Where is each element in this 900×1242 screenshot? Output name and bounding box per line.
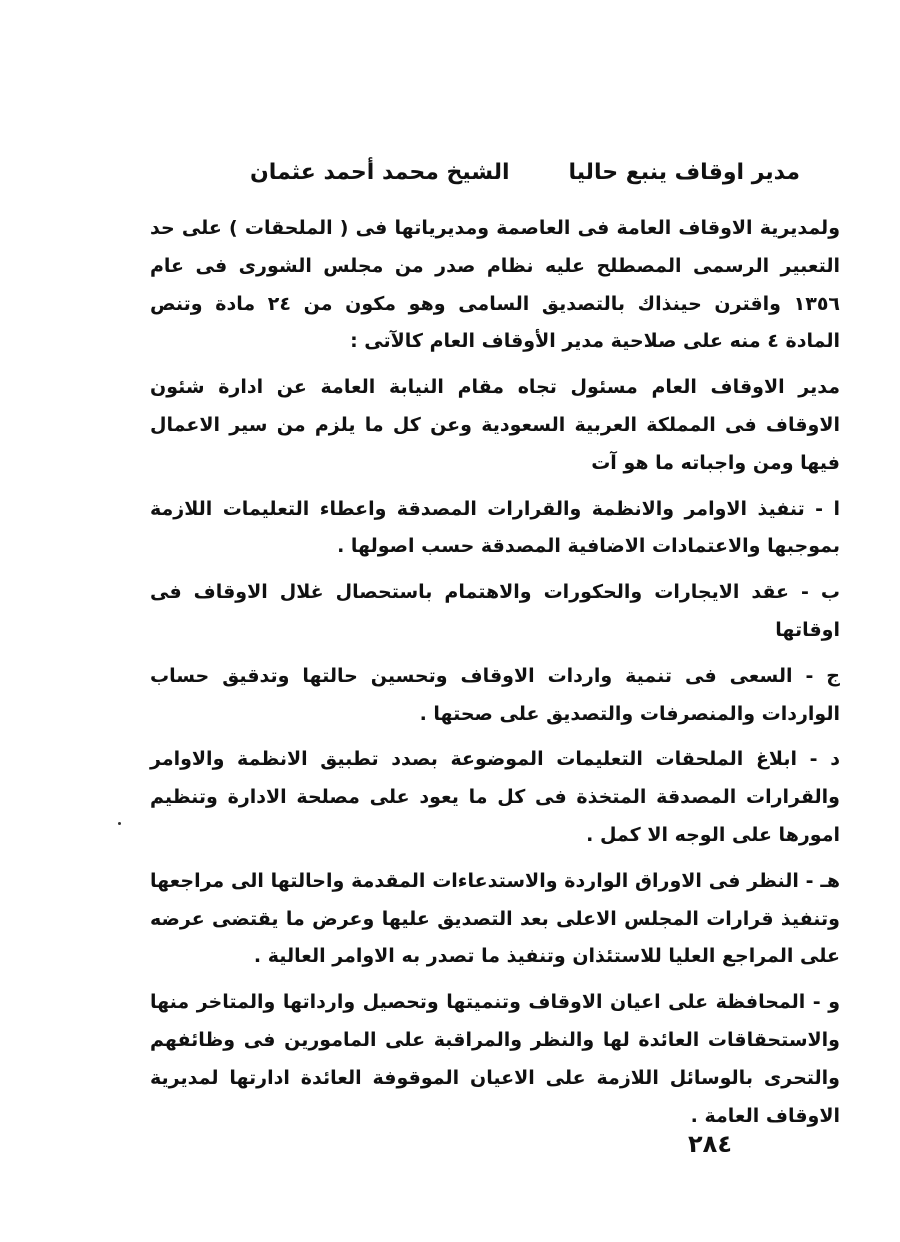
page-number: ٢٨٤ — [688, 1130, 732, 1158]
scan-speck — [118, 822, 121, 825]
body-text — [150, 210, 840, 1135]
paragraph-item-e: هـ - النظر فى الاوراق الواردة والاستدعاءات المقدمة واحالتها الى مراجعها وتنفيذ قرارات المجلس الاعلى بعد التصديق عليها وعرض ما يقتضى عرضه على المراجع العليا للاستئذان وتنفيذ ما تصدر به الاوامر العالية . — [150, 869, 840, 968]
paragraph-item-a: ا - تنفيذ الاوامر والانظمة والقرارات المصدقة واعطاء التعليمات اللازمة بموجبها والاعتمادات الاضافية المصدقة حسب اصولها . — [150, 497, 840, 558]
header-name: الشيخ محمد أحمد عثمان — [250, 160, 510, 185]
paragraph-item-c: ج - السعى فى تنمية واردات الاوقاف وتحسين حالتها وتدقيق حساب الواردات والمنصرفات والتصديق على صحتها . — [150, 664, 840, 725]
header-row — [250, 160, 800, 196]
paragraph-item-f: و - المحافظة على اعيان الاوقاف وتنميتها وتحصيل وارداتها والمتاخر منها والاستحقاقات العائدة لها والنظر والمراقبة على المامورين فى وظائفهم والتحرى بالوسائل اللازمة على الاعيان الموقوفة العائدة ادارتها لمديرية الاوقاف العامة . — [150, 991, 840, 1127]
paragraph-duties: مدير الاوقاف العام مسئول تجاه مقام النيابة العامة عن ادارة شئون الاوقاف فى المملكة العربية السعودية وعن كل ما يلزم من سير الاعمال فيها ومن واجباته ما هو آت — [150, 376, 840, 474]
paragraph-item-d: د - ابلاغ الملحقات التعليمات الموضوعة بصدد تطبيق الانظمة والاوامر والقرارات المصدقة المتخذة فى كل ما يعود على مصلحة الادارة وتنظيم امورها على الوجه الا كمل . — [150, 748, 840, 846]
header-title: مدير اوقاف ينبع حاليا — [568, 160, 800, 185]
paragraph-intro: ولمديرية الاوقاف العامة فى العاصمة ومديرياتها فى ( الملحقات ) على حد التعبير الرسمى المصطلح عليه نظام صدر من مجلس الشورى فى عام ١٣٥٦ واقترن حينذاك بالتصديق السامى وهو مكون من ٢٤ مادة وتنص المادة ٤ منه على صلاحية مدير الأوقاف العام كالآتى : — [150, 217, 841, 353]
paragraph-item-b: ب - عقد الايجارات والحكورات والاهتمام باستحصال غلال الاوقاف فى اوقاتها — [150, 581, 840, 641]
